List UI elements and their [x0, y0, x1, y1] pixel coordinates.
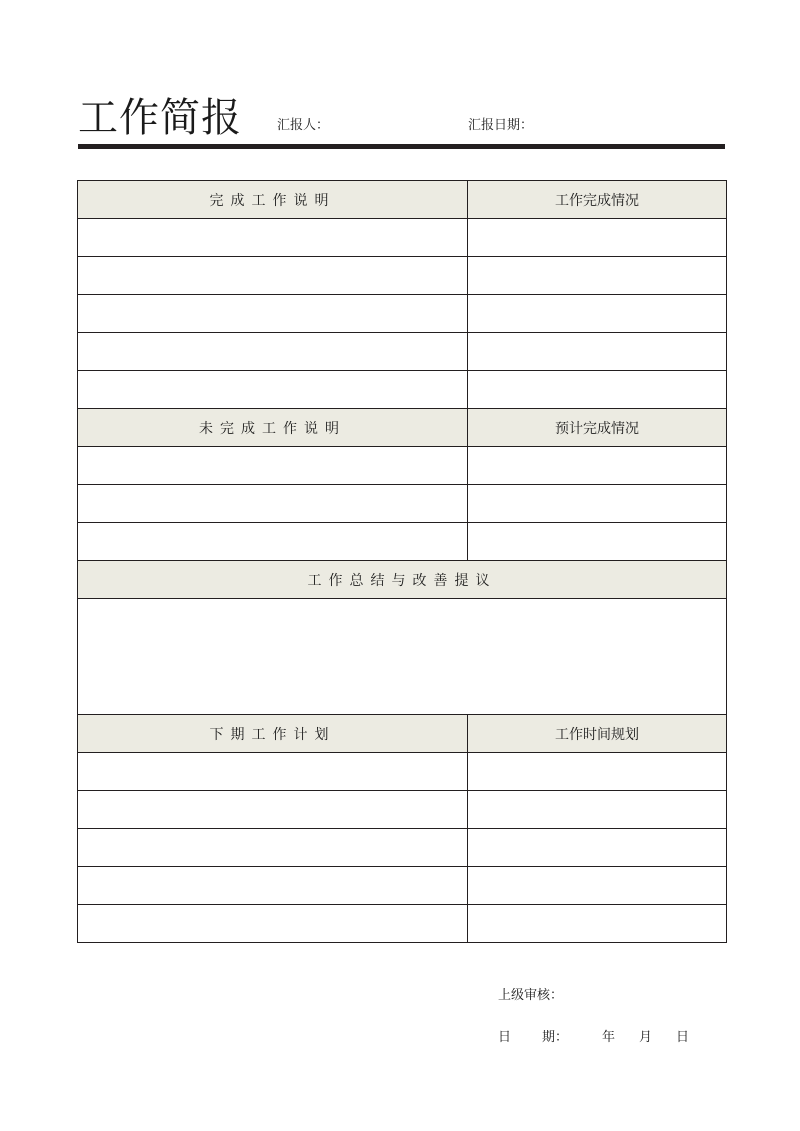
footer-date-label-qi: 期：	[542, 1030, 569, 1045]
expected-completion-cell[interactable]	[468, 523, 727, 561]
table-row	[78, 791, 727, 829]
table-row	[78, 333, 727, 371]
summary-header: 工作总结与改善提议	[78, 561, 727, 599]
table-row	[78, 523, 727, 561]
uncompleted-header-row	[78, 409, 727, 447]
next-plan-cell[interactable]	[78, 867, 468, 905]
expected-completion-cell[interactable]	[468, 447, 727, 485]
next-plan-cell[interactable]	[78, 829, 468, 867]
next-plan-cell[interactable]	[78, 753, 468, 791]
completion-status-header: 工作完成情况	[468, 181, 727, 219]
completed-work-cell[interactable]	[78, 219, 468, 257]
completion-status-cell[interactable]	[468, 257, 727, 295]
completion-status-cell[interactable]	[468, 295, 727, 333]
footer-month-label: 月	[639, 1030, 653, 1045]
summary-row	[78, 599, 727, 715]
uncompleted-work-cell[interactable]	[78, 523, 468, 561]
time-plan-cell[interactable]	[468, 905, 727, 943]
time-plan-header: 工作时间规划	[468, 715, 727, 753]
table-row	[78, 371, 727, 409]
page-title: 工作简报	[78, 95, 242, 141]
uncompleted-work-header: 未完成工作说明	[78, 409, 468, 447]
footer-day-label: 日	[676, 1030, 690, 1045]
summary-content-cell[interactable]	[78, 599, 727, 715]
next-plan-cell[interactable]	[78, 905, 468, 943]
report-table	[77, 180, 727, 943]
reporter-label: 汇报人：	[277, 118, 330, 133]
completed-work-cell[interactable]	[78, 371, 468, 409]
table-row	[78, 257, 727, 295]
summary-header-row	[78, 561, 727, 599]
table-row	[78, 867, 727, 905]
footer-year-label: 年	[602, 1030, 616, 1045]
footer-date-label-ri: 日	[498, 1030, 512, 1045]
completion-status-cell[interactable]	[468, 333, 727, 371]
expected-completion-header: 预计完成情况	[468, 409, 727, 447]
uncompleted-work-cell[interactable]	[78, 447, 468, 485]
completed-work-cell[interactable]	[78, 257, 468, 295]
time-plan-cell[interactable]	[468, 791, 727, 829]
table-row	[78, 753, 727, 791]
next-plan-cell[interactable]	[78, 791, 468, 829]
report-date-label: 汇报日期：	[468, 118, 534, 133]
table-row	[78, 905, 727, 943]
table-row	[78, 829, 727, 867]
completed-work-cell[interactable]	[78, 333, 468, 371]
next-plan-header: 下期工作计划	[78, 715, 468, 753]
time-plan-cell[interactable]	[468, 829, 727, 867]
next-plan-header-row	[78, 715, 727, 753]
time-plan-cell[interactable]	[468, 867, 727, 905]
table-row	[78, 447, 727, 485]
completed-work-header: 完成工作说明	[78, 181, 468, 219]
supervisor-approval-label: 上级审核：	[498, 988, 564, 1003]
completed-work-cell[interactable]	[78, 295, 468, 333]
expected-completion-cell[interactable]	[468, 485, 727, 523]
table-row	[78, 219, 727, 257]
table-row	[78, 485, 727, 523]
uncompleted-work-cell[interactable]	[78, 485, 468, 523]
completion-status-cell[interactable]	[468, 371, 727, 409]
table-row	[78, 295, 727, 333]
time-plan-cell[interactable]	[468, 753, 727, 791]
title-underline	[78, 144, 725, 149]
completion-status-cell[interactable]	[468, 219, 727, 257]
completed-header-row	[78, 181, 727, 219]
